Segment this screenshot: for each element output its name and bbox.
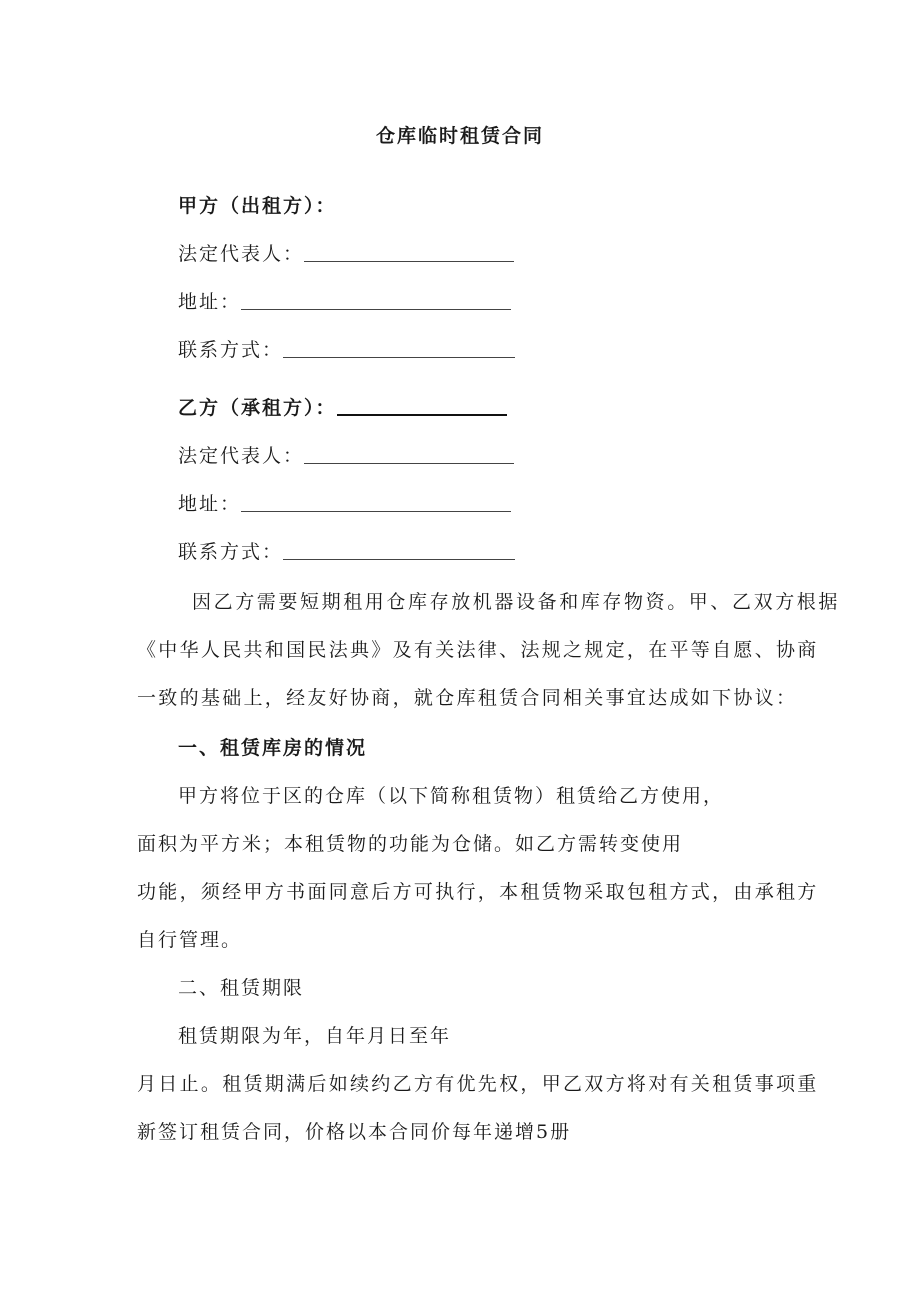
party-b-heading: 乙方（承租方）： bbox=[178, 397, 337, 419]
party-a-address-label: 地址： bbox=[178, 291, 242, 313]
party-a-address-blank[interactable] bbox=[241, 309, 511, 310]
party-b-name-blank[interactable] bbox=[337, 414, 507, 416]
party-a-address-field bbox=[178, 286, 511, 314]
section-1-line-3: 功能，须经甲方书面同意后方可执行，本租赁物采取包租方式，由承租方 bbox=[137, 881, 819, 903]
party-b-rep-field bbox=[178, 440, 514, 468]
section-1-heading: 一、租赁库房的情况 bbox=[178, 737, 368, 759]
section-1-line-4: 自行管理。 bbox=[137, 929, 243, 951]
section-2-line-2: 月日止。租赁期满后如续约乙方有优先权，甲乙双方将对有关租赁事项重 bbox=[137, 1073, 819, 1095]
intro-line-1: 因乙方需要短期租用仓库存放机器设备和库存物资。甲、乙双方根据 bbox=[192, 591, 841, 613]
party-b-contact-blank[interactable] bbox=[283, 559, 515, 560]
party-a-heading: 甲方（出租方）： bbox=[178, 195, 337, 217]
party-b-address-blank[interactable] bbox=[241, 511, 511, 512]
party-b-contact-field bbox=[178, 536, 515, 564]
section-2-line-3: 新签订租赁合同，价格以本合同价每年递增5册 bbox=[137, 1121, 572, 1143]
section-1-line-1: 甲方将位于区的仓库（以下简称租赁物）租赁给乙方使用， bbox=[178, 785, 725, 807]
party-a-contact-blank[interactable] bbox=[283, 357, 515, 358]
section-2-heading: 二、租赁期限 bbox=[178, 977, 305, 999]
section-1-line-2: 面积为平方米；本租赁物的功能为仓储。如乙方需转变使用 bbox=[137, 833, 684, 855]
party-a-rep-label: 法定代表人： bbox=[178, 243, 305, 265]
party-b-heading-field bbox=[178, 392, 507, 420]
party-b-address-field bbox=[178, 488, 511, 516]
intro-line-3: 一致的基础上，经友好协商，就仓库租赁合同相关事宜达成如下协议： bbox=[137, 687, 798, 709]
party-a-rep-blank[interactable] bbox=[304, 261, 514, 262]
party-a-contact-label: 联系方式： bbox=[178, 339, 284, 361]
party-b-rep-blank[interactable] bbox=[304, 463, 514, 464]
party-a-rep-field bbox=[178, 238, 514, 266]
party-b-address-label: 地址： bbox=[178, 493, 242, 515]
intro-line-2: 《中华人民共和国民法典》及有关法律、法规之规定，在平等自愿、协商 bbox=[137, 639, 819, 661]
party-b-contact-label: 联系方式： bbox=[178, 541, 284, 563]
document-title: 仓库临时租赁合同 bbox=[375, 125, 544, 147]
section-2-line-1: 租赁期限为年，自年月日至年 bbox=[178, 1025, 452, 1047]
party-a-contact-field bbox=[178, 334, 515, 362]
party-b-rep-label: 法定代表人： bbox=[178, 445, 305, 467]
